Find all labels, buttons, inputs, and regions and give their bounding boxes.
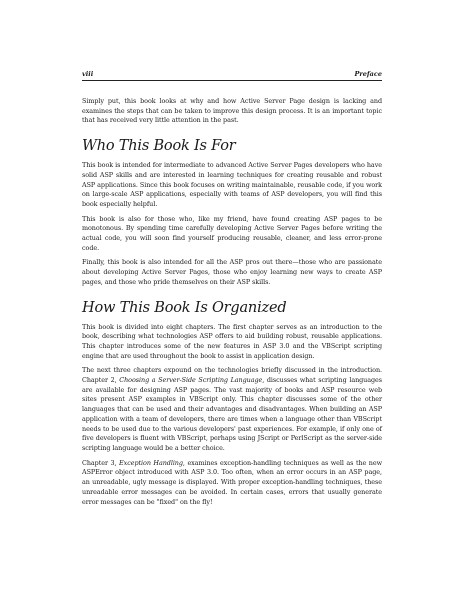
organized-paragraph-1: This book is divided into eight chapters. The first chapter serves as an introduction to the book, describing what technologies ASP offers to aid building robust, reusable applications. This chapter introduces some of the new features in ASP 3.0 and the VBScript scripting engine that are used throughout the book to assist in application design. bbox=[82, 322, 382, 360]
organized-p3-text-b: , examines exception-handling techniques as well as the new ASPError object introduced with ASP 3.0. Too often, when an error occurs in an ASP page, an unreadable, ugly message is displayed. With proper exception-handling techniques, these unreadable error messages can be avoided. In certain cases, errors that usually generate error messages can be "fixed" on the fly! bbox=[82, 458, 383, 506]
page-number: viii bbox=[82, 70, 94, 78]
intro-paragraph: Simply put, this book looks at why and how Active Server Page design is lacking and examines the steps that can be taken to improve this design process. It is an important topic that has received very little attention in the past. bbox=[82, 97, 382, 125]
book-page bbox=[82, 70, 382, 512]
organized-paragraph-2 bbox=[82, 366, 382, 453]
section-title: Preface bbox=[354, 70, 382, 78]
running-head bbox=[82, 70, 382, 81]
organized-paragraph-3 bbox=[82, 459, 382, 508]
organized-p3-text-a: Chapter 3, bbox=[82, 458, 120, 467]
organized-p2-text-a: The next three chapters expound on the technologies briefly discussed in the introduction. Chapter 2, bbox=[82, 366, 382, 385]
organized-heading: How This Book Is Organized bbox=[82, 299, 287, 316]
organized-p2-text-b: , discusses what scripting languages are available for designing ASP pages. The vast majority of books and ASP resource web sites present ASP examples in VBScript only. This chapter discusses some of the other languages that can be used and their advantages and disadvantages. When building an ASP application with a team of developers, there are times when a language other than VBScript needs to be used due to the various developers' past experiences. For example, if only one of five developers is fluent with VBScript, perhaps using JScript or PerlScript as the server-side scripting language would be a better choice. bbox=[82, 376, 383, 452]
who-paragraph-2: This book is also for those who, like my friend, have found creating ASP pages to be monotonous. By spending time carefully developing Active Server Pages before writing the actual code, you will soon find yourself producing reusable, cleaner, and less error-prone code. bbox=[82, 214, 382, 252]
chapter-2-title: Choosing a Server-Side Scripting Language bbox=[119, 376, 263, 385]
who-paragraph-3: Finally, this book is also intended for all the ASP pros out there—those who are passionate about developing Active Server Pages, those who enjoy learning new ways to create ASP pages, and those who pride themselves on their ASP skills. bbox=[82, 258, 382, 286]
who-heading: Who This Book Is For bbox=[82, 138, 236, 155]
chapter-3-title: Exception Handling bbox=[119, 458, 183, 467]
who-paragraph-1: This book is intended for intermediate to advanced Active Server Pages developers who have solid ASP skills and are interested in learning techniques for creating reusable and robust ASP applications. Since this book focuses on writing maintainable, reusable code, if you work on large-scale ASP applications, especially with teams of ASP developers, you will find this book especially helpful. bbox=[82, 161, 382, 208]
